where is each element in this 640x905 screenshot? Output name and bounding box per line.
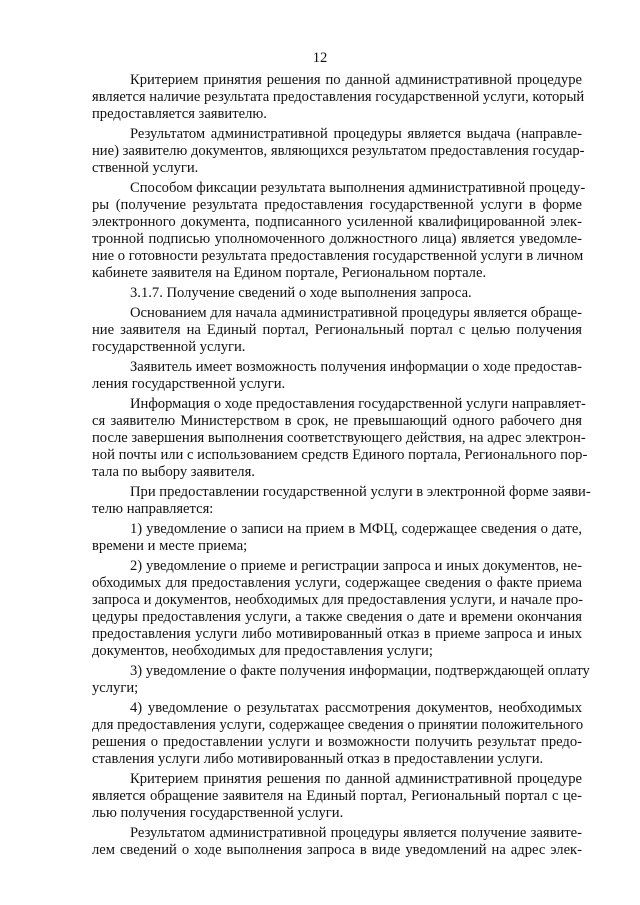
paragraph (92, 396, 588, 481)
text-line: Информация о ходе предоставления государственной услуги направляет- (130, 396, 586, 412)
text-line: для предоставления услуги, содержащее сведения о принятии положительного (92, 717, 584, 733)
paragraph (92, 484, 591, 518)
text-line: Критерием принятия решения по данной административной процедуре (130, 771, 582, 787)
text-line: ние заявителя на Единый портал, Региональный портал с целью получения (92, 322, 582, 338)
paragraph (92, 126, 585, 177)
paragraph (92, 72, 585, 123)
text-line: решения о предоставлении услуги и возможности получить результат предо- (92, 734, 582, 750)
text-line: При предоставлении государственной услуги в электронной форме заяви- (130, 484, 591, 500)
text-line: государственной услуги. (92, 339, 246, 355)
text-line: ной почты или с использованием средств Единого портала, Регионального пор- (92, 447, 588, 463)
paragraph (92, 521, 582, 555)
text-line: документов, необходимых для предоставления услуги; (92, 643, 433, 659)
text-line: является обращение заявителя на Единый портал, Региональный портал с це- (92, 788, 582, 804)
page-number: 12 (312, 50, 328, 66)
text-line: 3) уведомление о факте получения информации, подтверждающей оплату (130, 663, 590, 679)
text-line: 1) уведомление о записи на прием в МФЦ, содержащее сведения о дате, (130, 521, 582, 537)
text-line: ся заявителю Министерством в срок, не превышающий одного рабочего дня (92, 413, 582, 429)
paragraph (92, 663, 590, 697)
text-line: лем сведений о ходе выполнения запроса в виде уведомлений на адрес элек- (92, 842, 582, 858)
text-line: цедуры предоставления услуги, а также сведения о дате и времени окончания (92, 609, 582, 625)
text-line: 2) уведомление о приеме и регистрации запроса и иных документов, не- (130, 558, 582, 574)
text-line: Заявитель имеет возможность получения информации о ходе предостав- (130, 359, 582, 375)
paragraph (92, 825, 582, 859)
text-line: услуги; (92, 680, 139, 696)
text-line: после завершения выполнения соответствующего действия, на адрес электрон- (92, 430, 586, 446)
text-line: времени и месте приема; (92, 538, 248, 554)
paragraph (92, 558, 582, 660)
text-line: 4) уведомление о результатах рассмотрения документов, необходимых (130, 700, 582, 716)
text-line: ления государственной услуги. (92, 376, 286, 392)
text-line: тала по выбору заявителя. (92, 464, 255, 480)
text-line: ние о готовности результата предоставления государственной услуги в личном (92, 248, 584, 264)
text-line: Способом фиксации результата выполнения административной процеду- (130, 180, 586, 196)
text-line: Результатом административной процедуры является выдача (направле- (130, 126, 582, 142)
text-line: Результатом административной процедуры является получение заявите- (130, 825, 582, 841)
text-line: 3.1.7. Получение сведений о ходе выполнения запроса. (130, 285, 472, 301)
document-body (92, 72, 591, 859)
paragraph (92, 700, 582, 768)
paragraph (92, 771, 582, 822)
text-line: лью получения государственной услуги. (92, 805, 344, 821)
text-line: электронного документа, подписанного усиленной квалифицированной элек- (92, 214, 582, 230)
text-line: кабинете заявителя на Едином портале, Региональном портале. (92, 265, 487, 281)
paragraph (92, 180, 586, 282)
text-line: предоставления услуги либо мотивированный отказ в приеме запроса и иных (92, 626, 582, 642)
text-line: ры (получение результата предоставления государственной услуги в форме (92, 197, 582, 213)
text-line: тронной подписью уполномоченного должностного лица) является уведомле- (92, 231, 582, 247)
paragraph (92, 285, 582, 302)
text-line: обходимых для предоставления услуги, содержащее сведения о факте приема (92, 575, 582, 591)
paragraph (92, 305, 582, 356)
text-line: Критерием принятия решения по данной административной процедуре (130, 72, 582, 88)
text-line: предоставляется заявителю. (92, 106, 267, 122)
text-line: запроса и документов, необходимых для предоставления услуги, и начале про- (92, 592, 583, 608)
text-line: является наличие результата предоставления государственной услуги, который (92, 89, 585, 105)
paragraph (92, 359, 582, 393)
text-line: ственной услуги. (92, 160, 199, 176)
text-line: ставления услуги либо мотивированный отказ в предоставлении услуги. (92, 751, 544, 767)
text-line: Основанием для начала административной процедуры является обраще- (130, 305, 582, 321)
text-line: телю направляется: (92, 501, 214, 517)
text-line: ние) заявителю документов, являющихся результатом предоставления государ- (92, 143, 585, 159)
